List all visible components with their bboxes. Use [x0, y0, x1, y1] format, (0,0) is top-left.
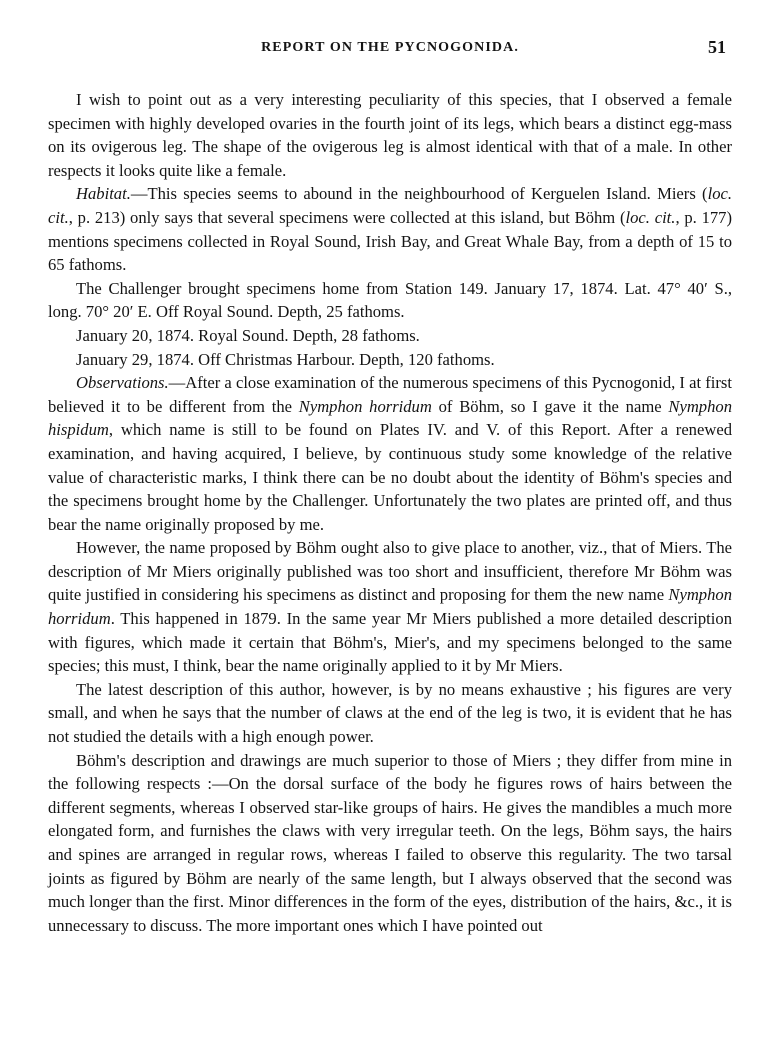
text-run: —After a close examination of the numerous specimens of this Pycnogonid, I at first believed it to be different from the: [48, 373, 732, 416]
text-run: January 20, 1874. Royal Sound. Depth, 28 fathoms.: [76, 325, 420, 345]
paragraph: [48, 371, 732, 536]
paragraph: [48, 324, 732, 348]
italic-text: Nymphon hispidum: [48, 396, 732, 440]
paragraph: [48, 88, 732, 182]
text-run: . This happened in 1879. In the same year Mr Miers published a more detailed description with figures, which made it certain that Böhm's, Mier's, and my specimens belonged to the same species; this must, I think, bear the name originally applied to it by Mr Miers.: [48, 609, 732, 676]
paragraph: [48, 536, 732, 678]
italic-text: Nymphon horridum: [48, 585, 732, 629]
header-title: REPORT ON THE PYCNOGONIDA.: [261, 40, 519, 55]
text-run: —This species seems to abound in the neighbourhood of Kerguelen Island. Miers (: [130, 184, 708, 204]
paragraph: [48, 749, 732, 938]
text-run: January 29, 1874. Off Christmas Harbour. Depth, 120 fathoms.: [76, 349, 495, 369]
text-run: The latest description of this author, however, is by no means exhaustive ; his figures are very small, and when he says that the number of claws at the end of the leg is two, it is evident that he has not studied the details with a high enough power.: [48, 679, 732, 747]
text-run: However, the name proposed by Böhm ought also to give place to another, viz., that of Miers. The description of Mr Miers originally published was too short and insufficient, therefore Mr Böhm was quite justified in considering his specimens as distinct and proposing for them the new name: [48, 538, 732, 605]
italic-text: loc. cit.: [625, 207, 676, 227]
italic-text: loc. cit.: [48, 184, 732, 227]
text-run: The Challenger brought specimens home from Station 149. January 17, 1874. Lat. 47° 40′ S., long. 70° 20′ E. Off Royal Sound. Depth, 25 fathoms.: [48, 278, 732, 322]
body-text: [48, 88, 732, 937]
page-number: 51: [708, 37, 726, 57]
document-page: [48, 38, 732, 937]
text-run: I wish to point out as a very interesting peculiarity of this species, that I observed a female specimen with highly developed ovaries in the fourth joint of its legs, which bears a distinct egg-mass on its ovigerous leg. The shape of the ovigerous leg is almost identical with that of a male. In other respects it looks quite like a female.: [48, 90, 732, 180]
paragraph: [48, 182, 732, 276]
paragraph: [48, 348, 732, 372]
text-run: , which name is still to be found on Plates IV. and V. of this Report. After a renewed examination, and having acquired, I believe, by continuous study some knowledge of the relative value of characteristic marks, I think there can be no doubt about the identity of Böhm's species and the specimens brought home by the Challenger. Unfortunately the two plates are printed off, and thus bear the name originally proposed by me.: [48, 420, 732, 534]
running-header: [48, 38, 732, 62]
italic-text: Observations.: [76, 373, 169, 393]
text-run: Böhm's description and drawings are much superior to those of Miers ; they differ from mine in the following respects :—On the dorsal surface of the body he figures rows of hairs between the different segments, whereas I observed star-like groups of hairs. He gives the mandibles a much more elongated form, and furnishes the claws with very irregular teeth. On the legs, Böhm says, the hairs and spines are arranged in regular rows, whereas I failed to observe this regularity. The two tarsal joints as figured by Böhm are nearly of the same length, but I always observed that the second was much longer than the first. Minor differences in the form of the eyes, distribution of the hairs, &c., it is unnecessary to discuss. The more important ones which I have pointed out: [48, 750, 732, 935]
paragraph: [48, 678, 732, 749]
text-run: , p. 213) only says that several specimens were collected at this island, but Böhm (: [68, 207, 626, 227]
italic-text: Nymphon horridum: [298, 396, 432, 416]
italic-text: Habitat.: [76, 184, 131, 204]
paragraph: [48, 277, 732, 324]
text-run: , p. 177) mentions specimens collected in Royal Sound, Irish Bay, and Great Whale Bay, from a depth of 15 to 65 fathoms.: [48, 207, 733, 275]
text-run: of Böhm, so I gave it the name: [431, 396, 669, 416]
